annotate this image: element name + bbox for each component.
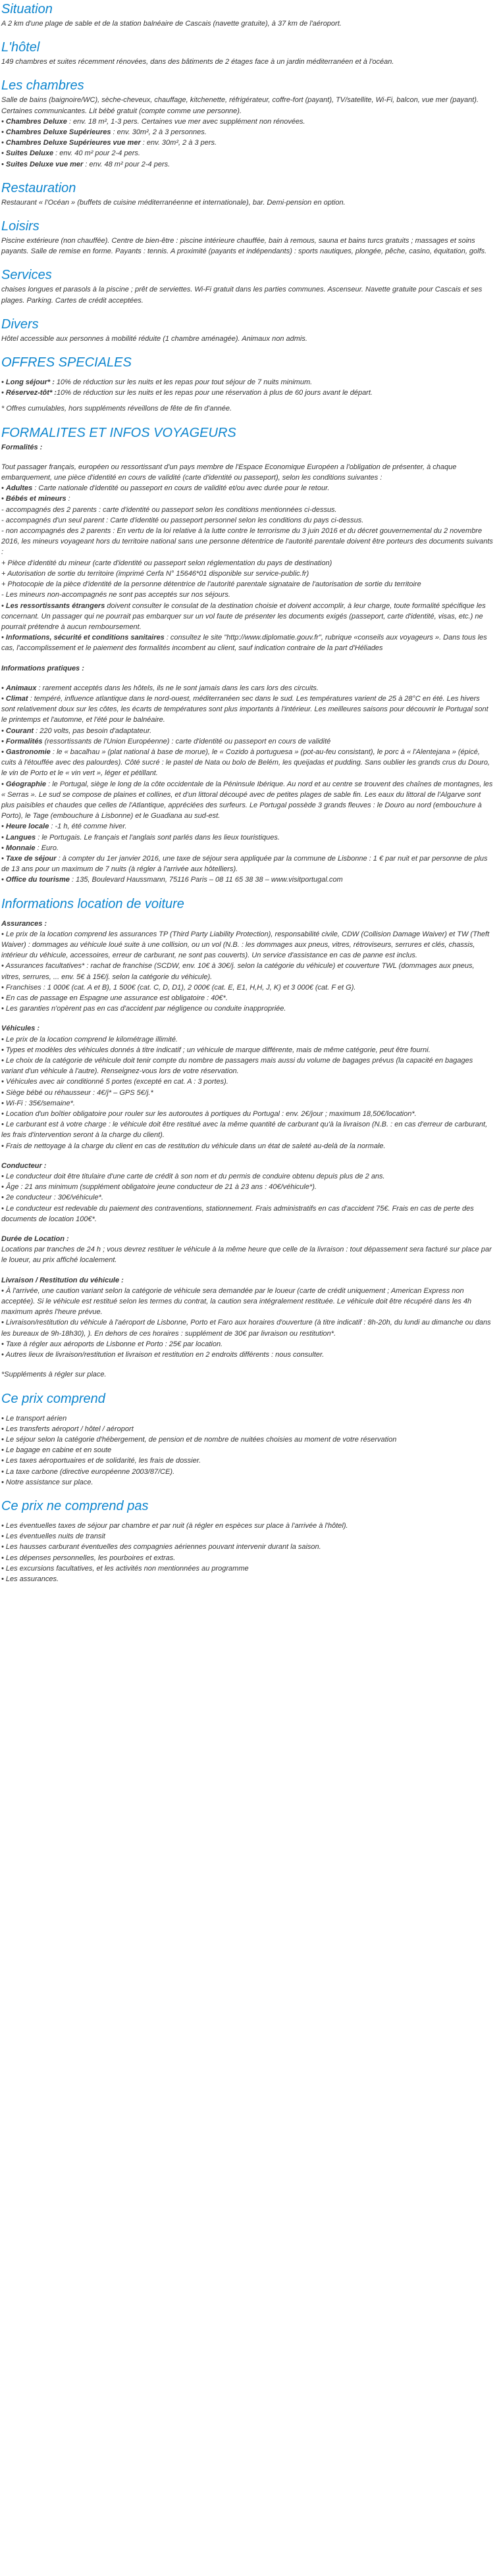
list-item: • Les dépenses personnelles, les pourboires et extras. xyxy=(1,1553,494,1563)
list-item: • Le carburant est à votre charge : le véhicule doit être restitué avec la même quantité de carburant qu'à la livraison (N.B. : en cas d'erreur de carburant, les frais d'intervention seront à la charge du client). xyxy=(1,1119,494,1140)
list-item: • Le choix de la catégorie de véhicule doit tenir compte du nombre de passagers mais aussi du volume de bagages prévus (la capacité en bagages variant d'un véhicule à l'autre). Renseignez-vous lors de votre réservation. xyxy=(1,1055,494,1076)
list-item: • Autres lieux de livraison/restitution et livraison et restitution en 2 endroits différents : nous consulter. xyxy=(1,1350,494,1360)
formalites-line: + Autorisation de sortie du territoire (imprimé Cerfa N° 15646*01 disponible sur service-public.fr) xyxy=(1,569,309,578)
list-item: • Véhicules avec air conditionné 5 portes (excepté en cat. A : 3 portes). xyxy=(1,1076,494,1087)
formalites-line: - Les mineurs non-accompagnés ne sont pas acceptés sur nos séjours. xyxy=(1,591,230,599)
section-title-divers: Divers xyxy=(1,316,39,332)
list-item: • La taxe carbone (directive européenne 2003/87/CE). xyxy=(1,1467,494,1477)
assurances-subtitle: Assurances : xyxy=(1,919,47,928)
list-item: • Suites Deluxe vue mer : env. 48 m² pour 2-4 pers. xyxy=(1,159,494,170)
list-item: • Location d'un boîtier obligatoire pour rouler sur les autoroutes à portiques du Portugal : env. 2€/jour ; maximum 18,50€/location*. xyxy=(1,1109,494,1119)
hotel-text: 149 chambres et suites récemment rénovées, dans des bâtiments de 2 étages face à un jardin méditerranéen et à l'océan. xyxy=(1,58,394,66)
list-item: • Taxe à régler aux aéroports de Lisbonne et Porto : 25€ par location. xyxy=(1,1339,494,1350)
list-item: • Les assurances. xyxy=(1,1574,494,1584)
list-item: • Assurances facultatives* : rachat de franchise (SCDW, env. 10€ à 30€/j. selon la catégorie du véhicule) et couverture TWL (dommages aux pneus, vitres, serrures, ... env. 5€ à 15€/j. selon la catégorie du véhicule). xyxy=(1,961,494,982)
section-title-formalites: FORMALITES ET INFOS VOYAGEURS xyxy=(1,425,236,440)
list-item: • Les hausses carburant éventuelles des compagnies aériennes pouvant intervenir durant la saison. xyxy=(1,1542,494,1552)
formalites-intro: Tout passager français, européen ou ressortissant d'un pays membre de l'Espace Economique Européen a l'obligation de présenter, à chaque embarquement, une pièce d'identité en cours de validité (carte d'identité ou passeport), selon les conditions suivantes : xyxy=(1,463,457,482)
section-title-hotel: L'hôtel xyxy=(1,40,40,55)
list-item: • Les garanties n'opèrent pas en cas d'accident par négligence ou conduite inappropriée. xyxy=(1,1003,494,1014)
list-item: • Types et modèles des véhicules donnés à titre indicatif ; un véhicule de marque différente, mais de même catégorie, peut être fourni. xyxy=(1,1045,494,1055)
formalites-line: - accompagnés d'un seul parent : Carte d'identité ou passeport personnel selon les conditions du pays ci-dessus. xyxy=(1,516,364,524)
list-item: • À l'arrivée, une caution variant selon la catégorie de véhicule sera demandée par le loueur (carte de crédit uniquement ; American Express non acceptée). Si le véhicule est restitué selon les termes du contrat, la caution sera intégralement restituée. Le véhicule doit être récupéré dans les 4h maximum après l'heure prévue. xyxy=(1,1286,494,1318)
section-title-offres: OFFRES SPECIALES xyxy=(1,355,132,370)
list-item: • Office du tourisme : 135, Boulevard Haussmann, 75116 Paris – 08 11 65 38 38 – www.visitportugal.com xyxy=(1,874,494,885)
list-item: • Les éventuelles taxes de séjour par chambre et par nuit (à régler en espèces sur place à l'arrivée à l'hôtel). xyxy=(1,1521,494,1531)
duree-text: Locations par tranches de 24 h ; vous devrez restituer le véhicule à la même heure que celle de la livraison : tout dépassement sera facturé sur place par le loueur, au prix affiché localement. xyxy=(1,1246,492,1265)
offres-list xyxy=(1,377,494,398)
section-title-chambres: Les chambres xyxy=(1,78,84,93)
list-item: • Livraison/restitution du véhicule à l'aéroport de Lisbonne, Porto et Faro aux horaires d'ouverture (à titre indicatif : 8h-20h, du lundi au dimanche ou dans les bureaux de 9h-18h30), ). En dehors de ces horaires : supplément de 30€ par livraison ou restitution*. xyxy=(1,1317,494,1338)
situation-text: A 2 km d'une plage de sable et de la station balnéaire de Cascais (navette gratuite), à 37 km de l'aéroport. xyxy=(1,20,342,28)
list-item: • Les taxes aéroportuaires et de solidarité, les frais de dossier. xyxy=(1,1455,494,1466)
formalites-subtitle: Formalités : xyxy=(1,443,43,451)
section-title-services: Services xyxy=(1,268,52,283)
list-item: • Chambres Deluxe Supérieures : env. 30m², 2 à 3 personnes. xyxy=(1,127,494,138)
list-item: • Chambres Deluxe Supérieures vue mer : env. 30m², 2 à 3 pers. xyxy=(1,138,494,148)
list-item: • Les éventuelles nuits de transit xyxy=(1,1531,494,1542)
list-item: • Âge : 21 ans minimum (supplément obligatoire jeune conducteur de 21 à 23 ans : 40€/véhicule*). xyxy=(1,1182,494,1192)
list-item: • Chambres Deluxe : env. 18 m², 1-3 pers. Certaines vue mer avec supplément non rénovées. xyxy=(1,116,494,127)
voiture-note: *Suppléments à régler sur place. xyxy=(1,1371,107,1379)
divers-text: Hôtel accessible aux personnes à mobilité réduite (1 chambre aménagée). Animaux non admis. xyxy=(1,334,307,343)
restauration-text: Restaurant « l'Océan » (buffets de cuisine méditerranéenne et internationale), bar. Demi-pension en option. xyxy=(1,198,346,207)
section-title-situation: Situation xyxy=(1,2,53,16)
formalites-infos: • Informations, sécurité et conditions sanitaires : consultez le site "http://www.diplomatie.gouv.fr", rubrique «conseils aux voyageurs ». Dans tous les cas, l'accomplissement et le paiement des formalités incombent au client, sauf indication contraire de la part d'Héliades xyxy=(1,632,494,653)
list-item: • Le prix de la location comprend le kilométrage illimité. xyxy=(1,1034,494,1045)
services-text: chaises longues et parasols à la piscine ; prêt de serviettes. Wi-Fi gratuit dans les parties communes. Ascenseur. Navette gratuite pour Cascais et ses plages. Parking. Cartes de crédit acceptées. xyxy=(1,286,483,305)
chambres-intro: Salle de bains (baignoire/WC), sèche-cheveux, chauffage, kitchenette, réfrigérateur, coffre-fort (payant), TV/satellite, Wi-Fi, balcon, vue mer (payant). Certaines communicantes. Lit bébé gratuit (compte comme une personne). xyxy=(1,96,479,115)
list-item: • Wi-Fi : 35€/semaine*. xyxy=(1,1098,494,1109)
vehicules-subtitle: Véhicules : xyxy=(1,1024,40,1033)
list-item: • Le conducteur est redevable du paiement des contraventions, stationnement. Frais administratifs en cas d'accident 75€. Frais en cas de perte des documents de location 100€*. xyxy=(1,1203,494,1225)
list-item: • Formalités (ressortissants de l'Union Européenne) : carte d'identité ou passeport en cours de validité xyxy=(1,736,494,747)
section-title-comprend: Ce prix comprend xyxy=(1,1391,105,1406)
nepas-list xyxy=(1,1521,494,1584)
list-item: • Notre assistance sur place. xyxy=(1,1477,494,1488)
formalites-etrangers: • Les ressortissants étrangers doivent consulter le consulat de la destination choisie et doivent accomplir, à leur charge, toute formalité spécifique les concernant. Un passager qui ne pourrait pas embarquer sur un vol faute de présenter les documents exigés (passeport, carte d'identité, visas, etc.) ne pourrait prétendre à aucun remboursement. xyxy=(1,601,494,633)
list-item: • Le bagage en cabine et en soute xyxy=(1,1445,494,1455)
list-item: • Frais de nettoyage à la charge du client en cas de restitution du véhicule dans un état de saleté au-delà de la normale. xyxy=(1,1141,494,1151)
pratiques-list xyxy=(1,683,494,886)
formalites-line: + Pièce d'identité du mineur (carte d'identité ou passeport selon réglementation du pays de destination) xyxy=(1,559,332,567)
list-item: • Géographie : le Portugal, siège le long de la côte occidentale de la Péninsule Ibérique. Au nord et au centre se trouvent des chaînes de montagnes, les « Serras ». Le sud se compose de plaines et collines, et d'un littoral découpé avec de petites plages de sable fin. Les eaux du littoral de l'Algarve sont plus paisibles et chaudes que celles de l'Atlantique, appréciées des surfeurs. Le Portugal possède 3 grands fleuves : le Douro au nord (embouchure à Porto), le Tage (embouchure à Lisbonne) et le Guadiana au sud-est. xyxy=(1,779,494,822)
pratiques-subtitle: Informations pratiques : xyxy=(1,664,84,672)
livraison-list xyxy=(1,1286,494,1360)
list-item: • Gastronomie : le « bacalhau » (plat national à base de morue), le « Cozido à portuguesa » (pot-au-feu consistant), le porc à « l'Alentejana » (épicé, cuits à l'étouffée avec des palourdes). Côté sucré : le pastel de Nata ou bolo de Belém, les queijadas et pudding. Sans oublier les grands crus du Douro, le vin de Porto et le « vin vert », léger et pétillant. xyxy=(1,747,494,779)
duree-subtitle: Durée de Location : xyxy=(1,1235,69,1244)
list-item: • Monnaie : Euro. xyxy=(1,843,494,853)
conducteur-list xyxy=(1,1171,494,1225)
formalites-bebes: • Bébés et mineurs : xyxy=(1,493,494,504)
section-title-nepas: Ce prix ne comprend pas xyxy=(1,1498,149,1513)
list-item: • Le conducteur doit être titulaire d'une carte de crédit à son nom et du permis de conduire obtenu depuis plus de 2 ans. xyxy=(1,1171,494,1182)
list-item: • Franchises : 1 000€ (cat. A et B), 1 500€ (cat. C, D, D1), 2 000€ (cat. E, E1, H,H, J, K) et 3 000€ (cat. F et G). xyxy=(1,982,494,993)
list-item: • Suites Deluxe : env. 40 m² pour 2-4 pers. xyxy=(1,148,494,159)
list-item: • Courant : 220 volts, pas besoin d'adaptateur. xyxy=(1,726,494,736)
offres-note: * Offres cumulables, hors suppléments réveillons de fête de fin d'année. xyxy=(1,405,232,413)
conducteur-subtitle: Conducteur : xyxy=(1,1161,47,1170)
livraison-subtitle: Livraison / Restitution du véhicule : xyxy=(1,1276,124,1284)
list-item: • 2e conducteur : 30€/véhicule*. xyxy=(1,1192,494,1203)
chambres-list xyxy=(1,116,494,170)
list-item: • Long séjour* : 10% de réduction sur les nuits et les repas pour tout séjour de 7 nuits minimum. xyxy=(1,377,494,388)
list-item: • Taxe de séjour : à compter du 1er janvier 2016, une taxe de séjour sera appliquée par la commune de Lisbonne : 1 € par nuit et par personne de plus de 13 ans pour un maximum de 7 nuits (à régler à l'arrivée aux hôtelliers). xyxy=(1,853,494,874)
list-item: • Le prix de la location comprend les assurances TP (Third Party Liability Protection), responsabilité civile, CDW (Collision Damage Waiver) et TW (Theft Waiver) : dommages au véhicule loué suite à une collision, ou un vol (N.B. : les dommages aux pneus, vitres, rétroviseurs, serrures et clés, chassis, intérieur du véhicule, accessoires, erreur de carburant, ne sont pas couverts). Un service d'assistance en cas de panne est inclus. xyxy=(1,929,494,961)
list-item: • Les excursions facultatives, et les activités non mentionnées au programme xyxy=(1,1563,494,1574)
list-item: • Heure locale : -1 h, été comme hiver. xyxy=(1,821,494,832)
vehicules-list xyxy=(1,1034,494,1151)
list-item: • Le séjour selon la catégorie d'hébergement, de pension et de nombre de nuitées choisies au moment de votre réservation xyxy=(1,1434,494,1445)
list-item: • Les transferts aéroport / hôtel / aéroport xyxy=(1,1424,494,1434)
section-title-voiture: Informations location de voiture xyxy=(1,896,184,911)
list-item: • Le transport aérien xyxy=(1,1413,494,1424)
list-item: • Siège bébé ou réhausseur : 4€/j* – GPS 5€/j.* xyxy=(1,1088,494,1098)
formalites-adultes: • Adultes : Carte nationale d'identité ou passeport en cours de validité et/ou avec durée pour le retour. xyxy=(1,483,494,493)
list-item: • Animaux : rarement acceptés dans les hôtels, ils ne le sont jamais dans les cars lors des circuits. xyxy=(1,683,494,694)
section-title-loisirs: Loisirs xyxy=(1,219,39,234)
formalites-line: + Photocopie de la pièce d'identité de la personne détentrice de l'autorité parentale signataire de l'autorisation de sortie du territoire xyxy=(1,580,421,589)
assurances-list xyxy=(1,929,494,1015)
list-item: • En cas de passage en Espagne une assurance est obligatoire : 40€*. xyxy=(1,993,494,1003)
comprend-list xyxy=(1,1413,494,1488)
list-item: • Réservez-tôt* :10% de réduction sur les nuits et les repas pour une réservation à plus de 60 jours avant le départ. xyxy=(1,388,494,398)
loisirs-text: Piscine extérieure (non chauffée). Centre de bien-être : piscine intérieure chauffée, bain à remous, sauna et bains turcs gratuits ; massages et soins payants. Salle de remise en forme. Payants : tennis. A proximité (payants et indépendants) : sports nautiques, plongée, pêche, casino, équitation, golfs. xyxy=(1,237,487,256)
section-title-restauration: Restauration xyxy=(1,180,76,195)
list-item: • Climat : tempéré, influence atlantique dans le nord-ouest, méditerranéen sec dans le sud. Les températures varient de 25 à 28°C en été. Les hivers sont relativement doux sur les côtes, les écarts de températures sont plus importants à l'intérieur. Les meilleures saisons pour découvrir le Portugal sont le printemps et l'automne, et l'été pour le balnéaire. xyxy=(1,694,494,726)
formalites-line: - non accompagnés des 2 parents : En vertu de la loi relative à la lutte contre le terrorisme du 3 juin 2016 et du décret gouvernemental du 2 novembre 2016, les mineurs voyageant hors du territoire national sans une personne détentrice de l'autorité parentale doivent être porteurs des documents suivants : xyxy=(1,527,493,557)
formalites-line: - accompagnés des 2 parents : carte d'identité ou passeport selon les conditions mentionnées ci-dessus. xyxy=(1,505,337,514)
list-item: • Langues : le Portugais. Le français et l'anglais sont parlés dans les lieux touristiques. xyxy=(1,832,494,843)
